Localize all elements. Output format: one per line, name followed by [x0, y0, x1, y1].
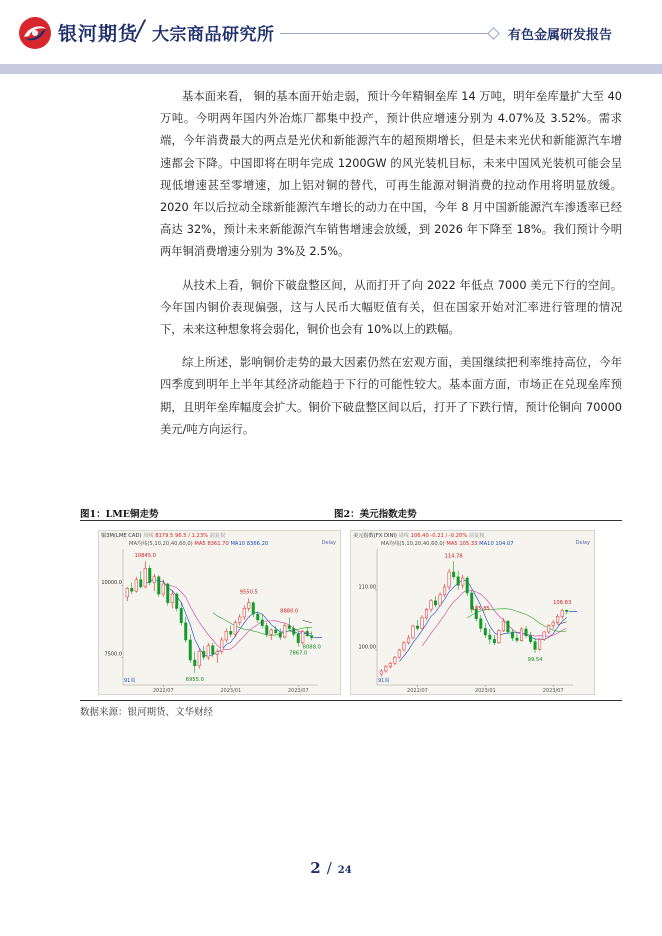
candle-body: [556, 616, 558, 622]
candle-body: [203, 651, 205, 657]
price-annotation: 8880.0: [280, 608, 299, 615]
report-header: [0, 0, 662, 74]
candle-body: [538, 639, 540, 649]
paragraph-technicals: 从技术上看，铜价下破盘整区间，从而打开了向 2022 年低点 7000 美元下行的空间。今年国内铜价表现偏强，这与人民币大幅贬值有关，但在国家开始对汇率进行管理的情况下，未来这种想象将会弱化，铜价也会有 10%以上的跌幅。: [160, 278, 622, 337]
candle-body: [412, 626, 414, 638]
candle-body: [461, 578, 463, 585]
candle-body: [162, 584, 164, 594]
candle-body: [394, 657, 396, 663]
candle-body: [311, 636, 313, 638]
x-tick-label: 2023/01: [474, 688, 496, 694]
candle-body: [525, 629, 527, 636]
candle-body: [194, 660, 196, 666]
price-change: -0.21 / -0.20%: [430, 533, 468, 539]
price-annotation: 6955.0: [185, 676, 204, 683]
lme-copper-chart: [98, 530, 341, 695]
report-body: [160, 86, 622, 452]
candle-body: [547, 625, 549, 632]
x-tick-label: 2023/01: [220, 688, 242, 694]
candle-body: [529, 636, 531, 642]
x-tick-label: 2022/07: [152, 688, 174, 694]
candle-body: [502, 621, 504, 631]
price-annotation: 10845.0: [134, 553, 156, 560]
x-tick-label: 2023/07: [542, 688, 564, 694]
candle-body: [489, 635, 491, 639]
y-tick-label: 110.00: [358, 584, 376, 591]
candle-body: [389, 663, 391, 667]
candle-body: [153, 577, 155, 583]
candle-body: [216, 651, 218, 654]
x-tick-label: 2022/07: [407, 688, 428, 694]
candle-body: [561, 610, 563, 616]
adjust-mode: 前复权: [209, 533, 226, 539]
candle-body: [520, 629, 522, 640]
period-label: 91周: [378, 678, 390, 684]
candle-body: [252, 603, 254, 614]
chart-header: [353, 532, 485, 539]
candle-body: [288, 626, 290, 629]
paragraph-fundamentals: 基本面来看， 铜的基本面开始走弱，预计今年精铜垒库 14 万吨，明年垒库量扩大至 40 万吨。今明两年国内外冶炼厂都集中投产，预计供应增速分别为 4.07%及 3.52%。需求端，今年消费最大的两点是光伏和新能源汽车的超预期增长，但是未来光伏和新能源汽车增速都会下降。中国即将在明年完成 1200GW 的风光装机目标，未来中国风光装机可能会呈现低增速甚至零增速，加上铝对铜的替代，可再生能源对铜消费的拉动作用将明显放缓。2020 年以后拉动全球新能源汽车增长的动力在中国，今年 8 月中国新能源汽车渗透率已经高达 32%，预计未来新能源汽车销售增速会放缓，到 2026 年下降至 18%。我们预计今明两年铜消费增速分别为 3%及 2.5%。: [160, 90, 622, 259]
y-tick-label: 7500.0: [104, 651, 122, 658]
candle-body: [306, 631, 308, 635]
candle-body: [261, 620, 263, 626]
price-annotation: 114.78: [444, 553, 463, 560]
brand-name: 银河期货: [58, 23, 139, 45]
header-divider-line: [280, 33, 492, 34]
candle-body: [407, 638, 409, 643]
candle-body: [221, 640, 223, 651]
ma-params: MA均线(5,10,20,40,60,0): [381, 541, 445, 547]
candle-body: [243, 608, 245, 617]
chart-header: [101, 532, 225, 539]
candle-body: [239, 617, 241, 623]
candle-body: [126, 588, 128, 597]
price-annotation: 106.83: [553, 600, 572, 607]
candle-body: [425, 609, 427, 617]
dollar-index-plot: [351, 531, 595, 695]
ma10-value: MA10 104.07: [479, 541, 514, 547]
candle-body: [167, 584, 169, 603]
candle-body: [443, 587, 445, 595]
candle-body: [270, 630, 272, 634]
instrument-name: 铜3M(LME CAD): [101, 533, 142, 539]
cycle-label: 周线: [398, 533, 409, 539]
last-price: 8179.5: [155, 533, 174, 539]
price-annotation: 8088.0: [302, 644, 321, 651]
candle-body: [257, 614, 259, 620]
ma5-value: MA5 105.33: [446, 541, 478, 547]
figure-1-title: 图1：LME铜走势: [80, 509, 159, 520]
candle-body: [421, 618, 423, 629]
candle-body: [212, 646, 214, 655]
candle-body: [207, 646, 209, 657]
ma-params: MA均线(5,10,20,40,60,0): [129, 541, 193, 547]
adjust-mode: 前复权: [468, 533, 485, 539]
candle-body: [552, 622, 554, 625]
cycle-label: 周线: [143, 533, 154, 539]
dollar-index-chart: [350, 530, 595, 695]
candle-body: [403, 643, 405, 650]
ma-line-ma60: [303, 620, 312, 622]
candle-body: [516, 638, 518, 640]
candle-body: [248, 603, 250, 609]
price-annotation: 7867.0: [289, 650, 308, 657]
galaxy-futures-logo-icon: [18, 16, 52, 50]
page-footer: [0, 858, 662, 877]
candle-body: [498, 631, 500, 643]
candle-body: [380, 671, 382, 674]
candle-body: [448, 572, 450, 587]
page-total: 24: [337, 865, 352, 876]
candle-body: [198, 651, 200, 665]
ma5-value: MA5 8361.70: [194, 541, 229, 547]
lme-copper-plot: [99, 531, 341, 695]
candle-body: [511, 632, 513, 638]
candle-body: [565, 610, 567, 611]
price-change: 96.5 / 1.23%: [175, 533, 209, 539]
candle-body: [284, 626, 286, 637]
candle-body: [293, 628, 295, 634]
candle-body: [230, 631, 232, 634]
candle-body: [398, 650, 400, 657]
candle-body: [189, 640, 191, 660]
paragraph-summary: 综上所述，影响铜价走势的最大因素仍然在宏观方面，美国继续把利率维持高位，今年四季度到明年上半年其经济动能趋于下行的可能性较大。基本面方面，市场正在兑现垒库预期，且明年垒库幅度会扩大。铜价下破盘整区间以后，打开了下跌行情，预计伦铜向 70000 美元/吨方向运行。: [160, 356, 622, 436]
candle-body: [279, 633, 281, 637]
candle-body: [480, 619, 482, 629]
candle-body: [140, 580, 142, 587]
figure-top-rule: [80, 520, 622, 521]
candle-body: [534, 642, 536, 650]
candle-body: [434, 601, 436, 605]
header-slash-divider: /: [136, 15, 145, 43]
candle-body: [493, 639, 495, 643]
candle-body: [180, 608, 182, 622]
ma-legend: [129, 540, 268, 547]
ma-line-ma5: [399, 580, 566, 662]
candle-body: [439, 595, 441, 605]
price-annotation: 105.85: [471, 605, 490, 612]
instrument-name: 美元指数(FX DINI): [353, 533, 397, 539]
candle-body: [484, 628, 486, 635]
candle-body: [185, 623, 187, 640]
institute-name: 大宗商品研究所: [152, 25, 275, 45]
ma-line-ma5: [145, 579, 311, 656]
last-price: 106.40: [410, 533, 429, 539]
figure-bottom-rule: [80, 700, 622, 701]
page-number: 2: [310, 859, 321, 877]
candle-body: [234, 623, 236, 634]
candle-body: [457, 577, 459, 585]
diamond-icon: [487, 27, 500, 40]
candle-body: [158, 577, 160, 594]
candle-body: [416, 626, 418, 628]
candle-body: [149, 568, 151, 582]
candle-body: [543, 632, 545, 639]
candle-body: [176, 594, 178, 608]
period-label: 91周: [124, 678, 136, 684]
price-annotation: 9550.5: [239, 589, 258, 596]
candle-body: [275, 630, 277, 633]
candle-body: [430, 601, 432, 609]
candle-body: [507, 621, 509, 632]
ma-legend: [381, 540, 514, 547]
price-annotation: 99.54: [527, 656, 543, 663]
candle-body: [297, 634, 299, 643]
header-band: [0, 64, 662, 74]
candle-body: [225, 631, 227, 640]
data-source-note: 数据来源：银河期货、文华财经: [80, 707, 214, 718]
candle-body: [144, 568, 146, 587]
candle-body: [171, 594, 173, 603]
candle-body: [266, 626, 268, 635]
x-tick-label: 2023/07: [287, 688, 309, 694]
y-tick-label: 100.00: [358, 644, 376, 651]
candle-body: [131, 588, 133, 591]
ma10-value: MA10 8366.20: [230, 541, 269, 547]
candle-body: [135, 580, 137, 591]
candle-body: [302, 631, 304, 642]
delay-label: Delay: [575, 540, 590, 546]
report-type-label: 有色金属研发报告: [508, 28, 613, 43]
page-separator: /: [326, 859, 332, 877]
y-tick-label: 10000.0: [101, 579, 122, 586]
candle-body: [385, 667, 387, 671]
figure-2-title: 图2：美元指数走势: [334, 509, 417, 520]
delay-label: Delay: [321, 540, 336, 546]
candle-body: [466, 578, 468, 593]
candle-body: [452, 572, 454, 577]
